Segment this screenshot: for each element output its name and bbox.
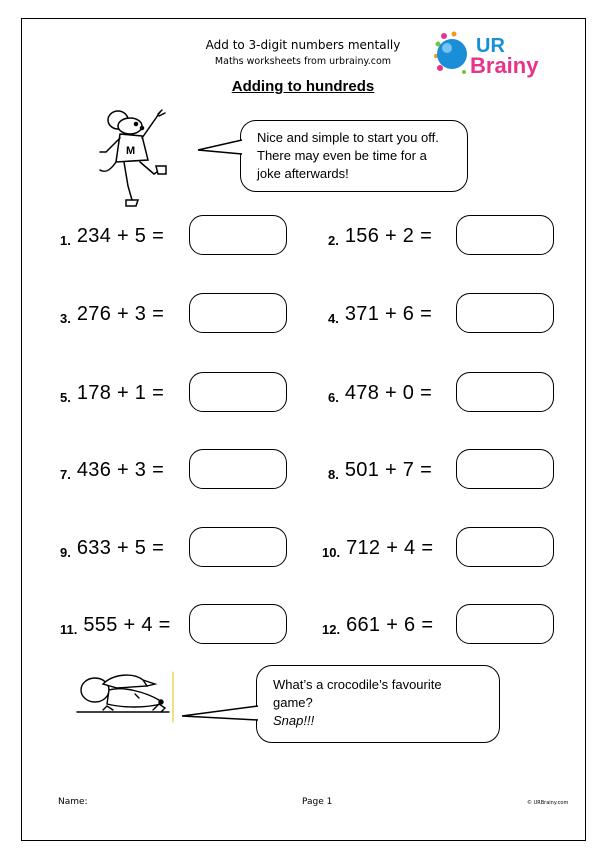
question-number: 11. (60, 621, 78, 637)
answer-box[interactable] (456, 293, 554, 333)
question-expression: 178 + 1 = (76, 381, 165, 404)
question-number: 8. (328, 466, 339, 482)
speech-bubble-tail (196, 138, 244, 158)
question-item (60, 375, 164, 411)
logo-text-ur: UR (476, 35, 505, 57)
joke-punchline: Snap!!! (273, 713, 315, 728)
question-item (60, 607, 171, 643)
answer-box[interactable] (189, 293, 287, 333)
answer-box[interactable] (189, 215, 287, 255)
page-number: Page 1 (302, 797, 333, 807)
question-item (328, 452, 432, 488)
question-number: 10. (322, 544, 341, 560)
joke-question-line: What’s a crocodile’s favourite (273, 677, 442, 692)
answer-box[interactable] (189, 372, 287, 412)
question-expression: 478 + 0 = (344, 381, 433, 404)
bubble-text-line: joke afterwards! (257, 166, 349, 181)
question-expression: 436 + 3 = (76, 458, 165, 481)
joke-question-line: game? (273, 695, 313, 710)
question-item (328, 296, 432, 332)
worksheet-header-title: Add to 3-digit numbers mentally (205, 38, 401, 52)
question-expression: 156 + 2 = (344, 224, 433, 247)
question-number: 5. (60, 389, 71, 405)
question-item (60, 296, 164, 332)
answer-box[interactable] (456, 449, 554, 489)
question-item (328, 375, 432, 411)
question-number: 2. (328, 232, 339, 248)
worksheet-header-subtitle: Maths worksheets from urbrainy.com (214, 56, 392, 67)
question-item (60, 452, 164, 488)
question-number: 4. (328, 310, 339, 326)
urbrainy-logo (430, 28, 550, 78)
question-expression: 371 + 6 = (344, 302, 433, 325)
question-expression: 501 + 7 = (344, 458, 433, 481)
question-expression: 276 + 3 = (76, 302, 165, 325)
speech-bubble-tail (180, 704, 260, 726)
question-expression: 712 + 4 = (346, 536, 434, 559)
peeking-mouse-illustration (73, 670, 183, 725)
answer-box[interactable] (189, 604, 287, 644)
question-item (60, 530, 164, 566)
question-expression: 661 + 6 = (346, 613, 434, 636)
speech-bubble-joke (256, 665, 500, 743)
answer-box[interactable] (456, 215, 554, 255)
question-number: 9. (60, 544, 71, 560)
name-label: Name: (58, 797, 88, 807)
question-item (322, 530, 433, 566)
bubble-text-line: Nice and simple to start you off. (257, 130, 439, 145)
answer-box[interactable] (456, 527, 554, 567)
question-item (322, 607, 433, 643)
question-number: 7. (60, 466, 71, 482)
answer-box[interactable] (456, 372, 554, 412)
question-item (60, 218, 164, 254)
logo-text-brainy: Brainy (470, 53, 539, 78)
question-number: 3. (60, 310, 71, 326)
question-expression: 633 + 5 = (76, 536, 165, 559)
svg-text:M: M (126, 145, 136, 157)
answer-box[interactable] (189, 449, 287, 489)
dancing-mouse-illustration (92, 108, 172, 214)
question-number: 1. (60, 232, 71, 248)
bubble-text-line: There may even be time for a (257, 148, 427, 163)
worksheet-title: Adding to hundreds (231, 78, 375, 95)
question-item (328, 218, 432, 254)
question-expression: 234 + 5 = (76, 224, 165, 247)
answer-box[interactable] (189, 527, 287, 567)
copyright-notice: © URBrainy.com (527, 800, 569, 806)
answer-box[interactable] (456, 604, 554, 644)
question-number: 12. (322, 621, 341, 637)
question-number: 6. (328, 389, 339, 405)
question-expression: 555 + 4 = (83, 613, 171, 636)
speech-bubble-intro (240, 120, 468, 192)
